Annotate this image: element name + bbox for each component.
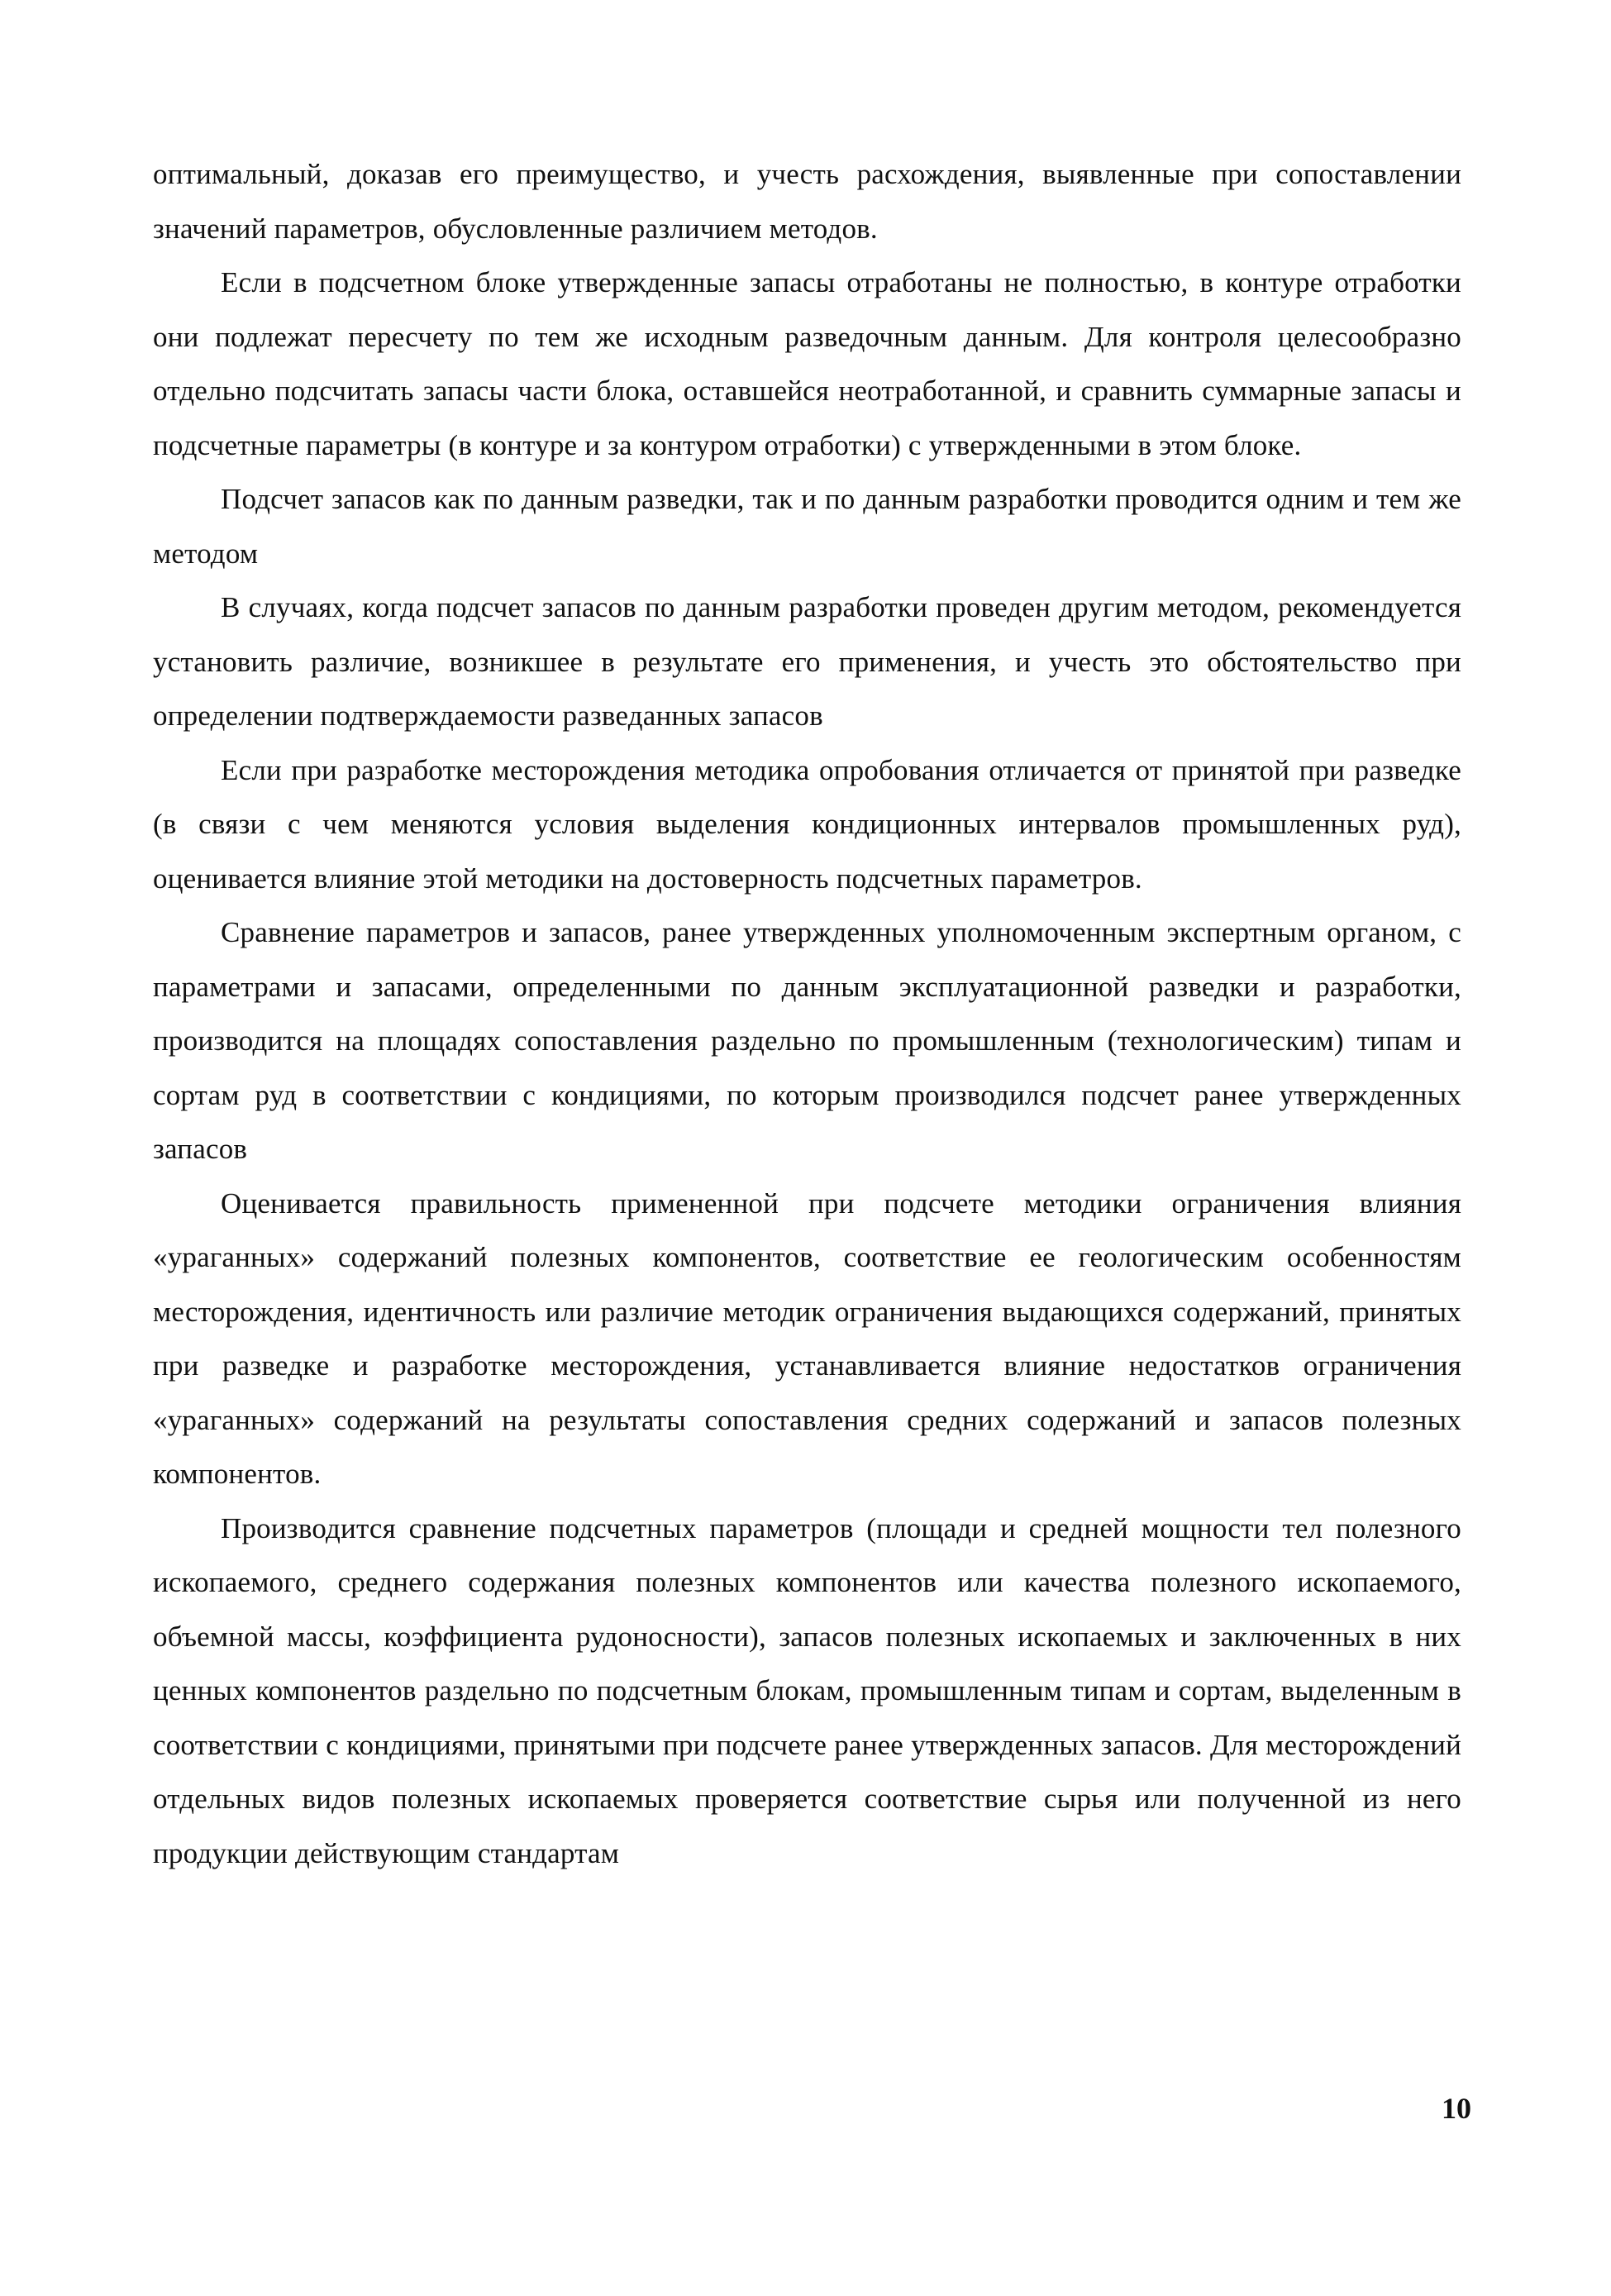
paragraph-comparison: Сравнение параметров и запасов, ранее утвержденных уполномоченным экспертным органом, с параметрами и запасами, определенными по данным эксплуатационной разведки и разработки, производится на площадях сопоставления раздельно по промышленным (технологическим) типам и сортам руд в соответствии с кондициями, по которым производился подсчет ранее утвержденных запасов xyxy=(153,916,1461,1165)
paragraph-outlier-grades: Оценивается правильность примененной при подсчете методики ограничения влияния «ураганных» содержаний полезных компонентов, соответствие ее геологическим особенностям месторождения, идентичность или различие методик ограничения выдающихся содержаний, принятых при разведке и разработке месторождения, устанавливается влияние недостатков ограничения «ураганных» содержаний на результаты сопоставления средних содержаний и запасов полезных компонентов. xyxy=(153,1186,1461,1490)
page-number: 10 xyxy=(1442,2092,1471,2125)
paragraph-block-recount: Если в подсчетном блоке утвержденные запасы отработаны не полностью, в контуре отработки они подлежат пересчету по тем же исходным разведочным данным. Для контроля целесообразно отдельно подсчитать запасы части блока, оставшейся неотработанной, и сравнить суммарные запасы и подсчетные параметры (в контуре и за контуром отработки) с утвержденными в этом блоке. xyxy=(153,266,1461,461)
page-body xyxy=(153,147,1461,1880)
paragraph-continuation: оптимальный, доказав его преимущество, и учесть расхождения, выявленные при сопоставлении значений параметров, обусловленные различием методов. xyxy=(153,158,1461,245)
paragraph-other-method: В случаях, когда подсчет запасов по данным разработки проведен другим методом, рекомендуется установить различие, возникшее в результате его применения, и учесть это обстоятельство при определении подтверждаемости разведанных запасов xyxy=(153,591,1461,732)
paragraph-same-method: Подсчет запасов как по данным разведки, так и по данным разработки проводится одним и тем же методом xyxy=(153,483,1461,570)
paragraph-sampling-method: Если при разработке месторождения методика опробования отличается от принятой при разведке (в связи с чем меняются условия выделения кондиционных интервалов промышленных руд), оценивается влияние этой методики на достоверность подсчетных параметров. xyxy=(153,753,1461,895)
paragraph-parameter-comparison: Производится сравнение подсчетных параметров (площади и средней мощности тел полезного ископаемого, среднего содержания полезных компонентов или качества полезного ископаемого, объемной массы, коэффициента рудоносности), запасов полезных ископаемых и заключенных в них ценных компонентов раздельно по подсчетным блокам, промышленным типам и сортам, выделенным в соответствии с кондициями, принятыми при подсчете ранее утвержденных запасов. Для месторождений отдельных видов полезных ископаемых проверяется соответствие сырья или полученной из него продукции действующим стандартам xyxy=(153,1511,1461,1869)
